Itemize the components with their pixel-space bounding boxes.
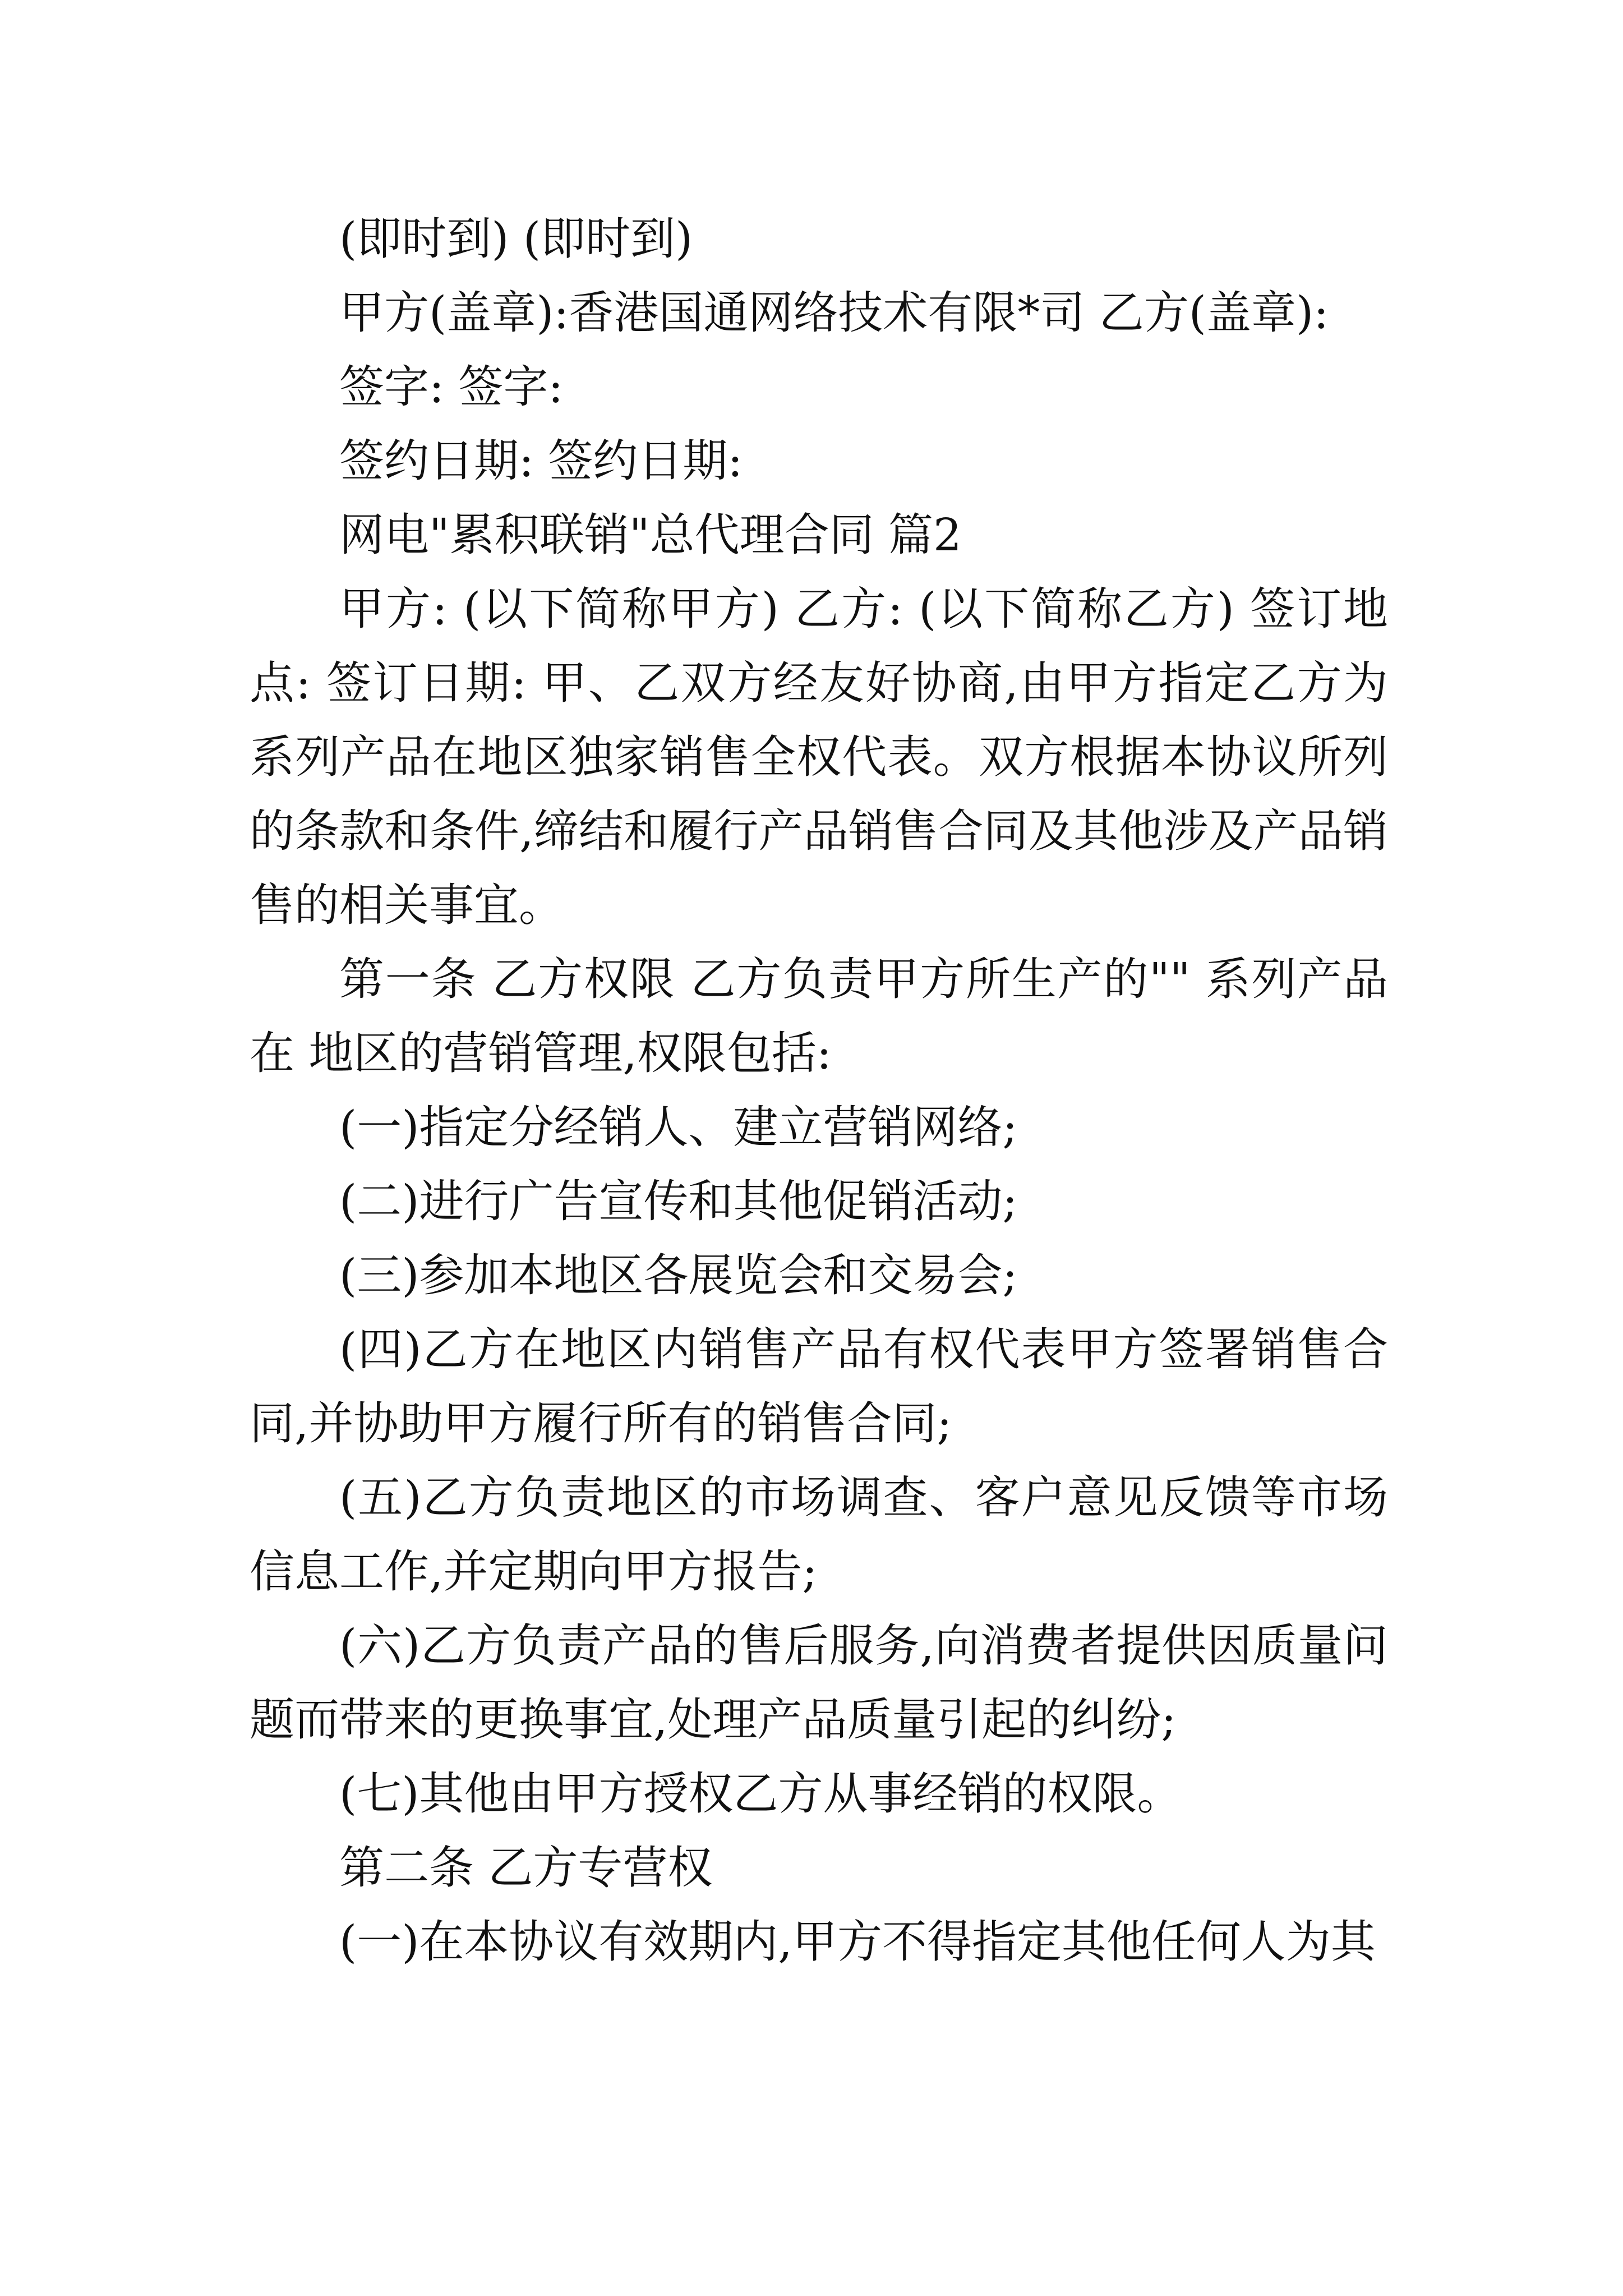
article-1-item-5: (五)乙方负责地区的市场调查、客户意见反馈等市场信息工作,并定期向甲方报告; xyxy=(250,1471,1388,1598)
article-1-item-1: (一)指定分经销人、建立营销网络; xyxy=(339,1101,1018,1153)
article-1-item-3: (三)参加本地区各展览会和交易会; xyxy=(339,1249,1018,1301)
article-1-item-6: (六)乙方负责产品的售后服务,向消费者提供因质量问题而带来的更换事宜,处理产品质量引起的纠纷; xyxy=(250,1619,1388,1746)
paragraph-intro: 甲方: (以下简称甲方) 乙方: (以下简称乙方) 签订地点: 签订日期: 甲、乙双方经友好协商,由甲方指定乙方为系列产品在地区独家销售全权代表。双方根据本协议所列的条款和条件,缔结和履行产品销售合同及其他涉及产品销售的相关事宜。 xyxy=(250,583,1388,931)
article-1-heading: 第一条 乙方权限 乙方负责甲方所生产的"" 系列产品在 地区的营销管理,权限包括: xyxy=(250,953,1388,1079)
document-body xyxy=(250,202,1388,1979)
article-2-item-1: (一)在本协议有效期内,甲方不得指定其他任何人为其 xyxy=(339,1916,1376,1968)
article-2-heading: 第二条 乙方专营权 xyxy=(339,1842,713,1894)
article-1-item-7: (七)其他由甲方授权乙方从事经销的权限。 xyxy=(339,1768,1182,1820)
paragraph-receipt-note: (即时到) (即时到) xyxy=(339,213,693,265)
paragraph-signatures: 签字: 签字: xyxy=(339,361,564,413)
section-title: 网电"累积联销"总代理合同 篇2 xyxy=(339,509,962,561)
paragraph-signing-dates: 签约日期: 签约日期: xyxy=(339,435,743,487)
paragraph-party-a-seal: 甲方(盖章):香港国通网络技术有限*司 乙方(盖章): xyxy=(339,287,1329,339)
article-1-item-4: (四)乙方在地区内销售产品有权代表甲方签署销售合同,并协助甲方履行所有的销售合同; xyxy=(250,1323,1388,1450)
article-1-item-2: (二)进行广告宣传和其他促销活动; xyxy=(339,1175,1018,1227)
